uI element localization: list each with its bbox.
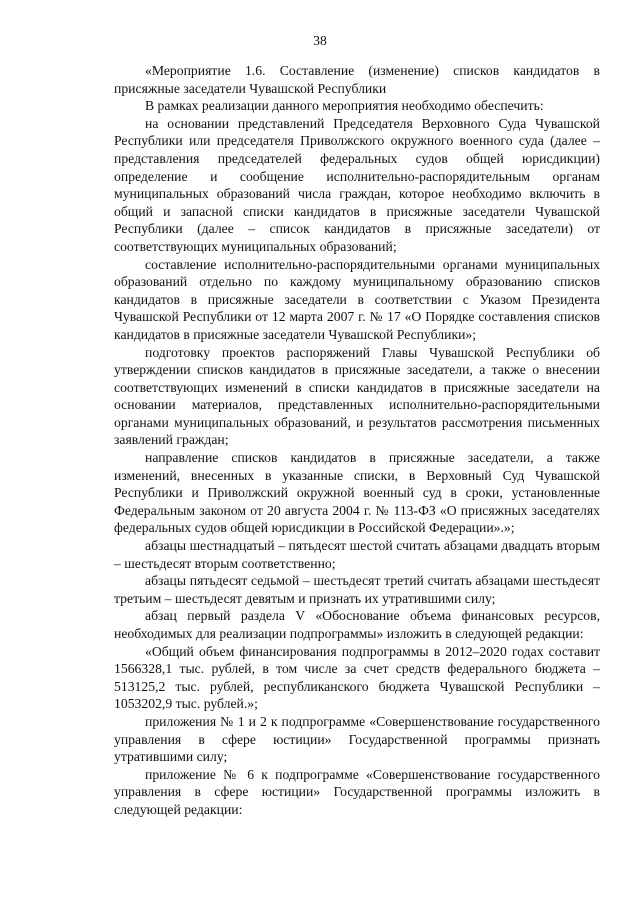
paragraph-amendment: абзац первый раздела V «Обоснование объема финансовых ресурсов, необходимых для реализации подпрограммы» изложить в следующей редакции: — [114, 608, 600, 641]
paragraph-item: составление исполнительно-распорядительными органами муниципальных образований отдельно по каждому муниципальному образованию списков кандидатов в присяжные заседатели в соответствии с Указом Президента Чувашской Республики от 12 марта 2007 г. № 17 «О Порядке составления списков кандидатов в присяжные заседатели Чувашской Республики»; — [114, 256, 600, 342]
paragraph-item: подготовку проектов распоряжений Главы Чувашской Республики об утверждении списков кандидатов в присяжные заседатели, а также о внесении соответствующих изменений в списки кандидатов в присяжные заседатели на основании материалов, представленных исполнительно-распорядительными органами муниципальных образований, и результатов рассмотрения письменных заявлений граждан; — [114, 344, 600, 448]
paragraph-amendment: абзацы пятьдесят седьмой – шестьдесят третий считать абзацами шестьдесят третьим – шестьдесят девятым и признать их утратившими силу; — [114, 573, 600, 606]
paragraph-item: на основании представлений Председателя Верховного Суда Чувашской Республики или председателя Приволжского окружного военного суда (далее – представления председателей федеральных судов общей юрисдикции) определение и сообщение исполнительно-распорядительным органам муниципальных образований числа граждан, которое необходимо включить в общий и запасной списки кандидатов в присяжные заседатели Чувашской Республики (далее – список кандидатов в присяжные заседатели) от соответствующих муниципальных образований; — [114, 115, 600, 254]
document-body — [114, 62, 600, 819]
paragraph-amendment: приложения № 1 и 2 к подпрограмме «Совершенствование государственного управления в сфере юстиции» Государственной программы признать утратившими силу; — [114, 713, 600, 765]
paragraph-amendment: абзацы шестнадцатый – пятьдесят шестой считать абзацами двадцать вторым – шестьдесят вторым соответственно; — [114, 538, 600, 571]
paragraph-measure-heading: «Мероприятие 1.6. Составление (изменение) списков кандидатов в присяжные заседатели Чувашской Республики — [114, 63, 600, 96]
paragraph-item: направление списков кандидатов в присяжные заседатели, а также изменений, внесенных в указанные списки, в Верховный Суд Чувашской Республики и Приволжский окружной военный суд в сроки, установленные Федеральным законом от 20 августа 2004 г. № 113-ФЗ «О присяжных заседателях федеральных судов общей юрисдикции в Российской Федерации».»; — [114, 450, 600, 536]
paragraph-intro: В рамках реализации данного мероприятия необходимо обеспечить: — [145, 98, 544, 114]
paragraph-amendment: приложение № 6 к подпрограмме «Совершенствование государственного управления в сфере юстиции» Государственной программы изложить в следующей редакции: — [114, 766, 600, 817]
paragraph-financing: «Общий объем финансирования подпрограммы в 2012–2020 годах составит 1566328,1 тыс. рублей, в том числе за счет средств федерального бюджета – 513125,2 тыс. рублей, республиканского бюджета Чувашской Республики – 1053202,9 тыс. рублей.»; — [114, 643, 600, 712]
page-number: 38 — [313, 33, 327, 48]
